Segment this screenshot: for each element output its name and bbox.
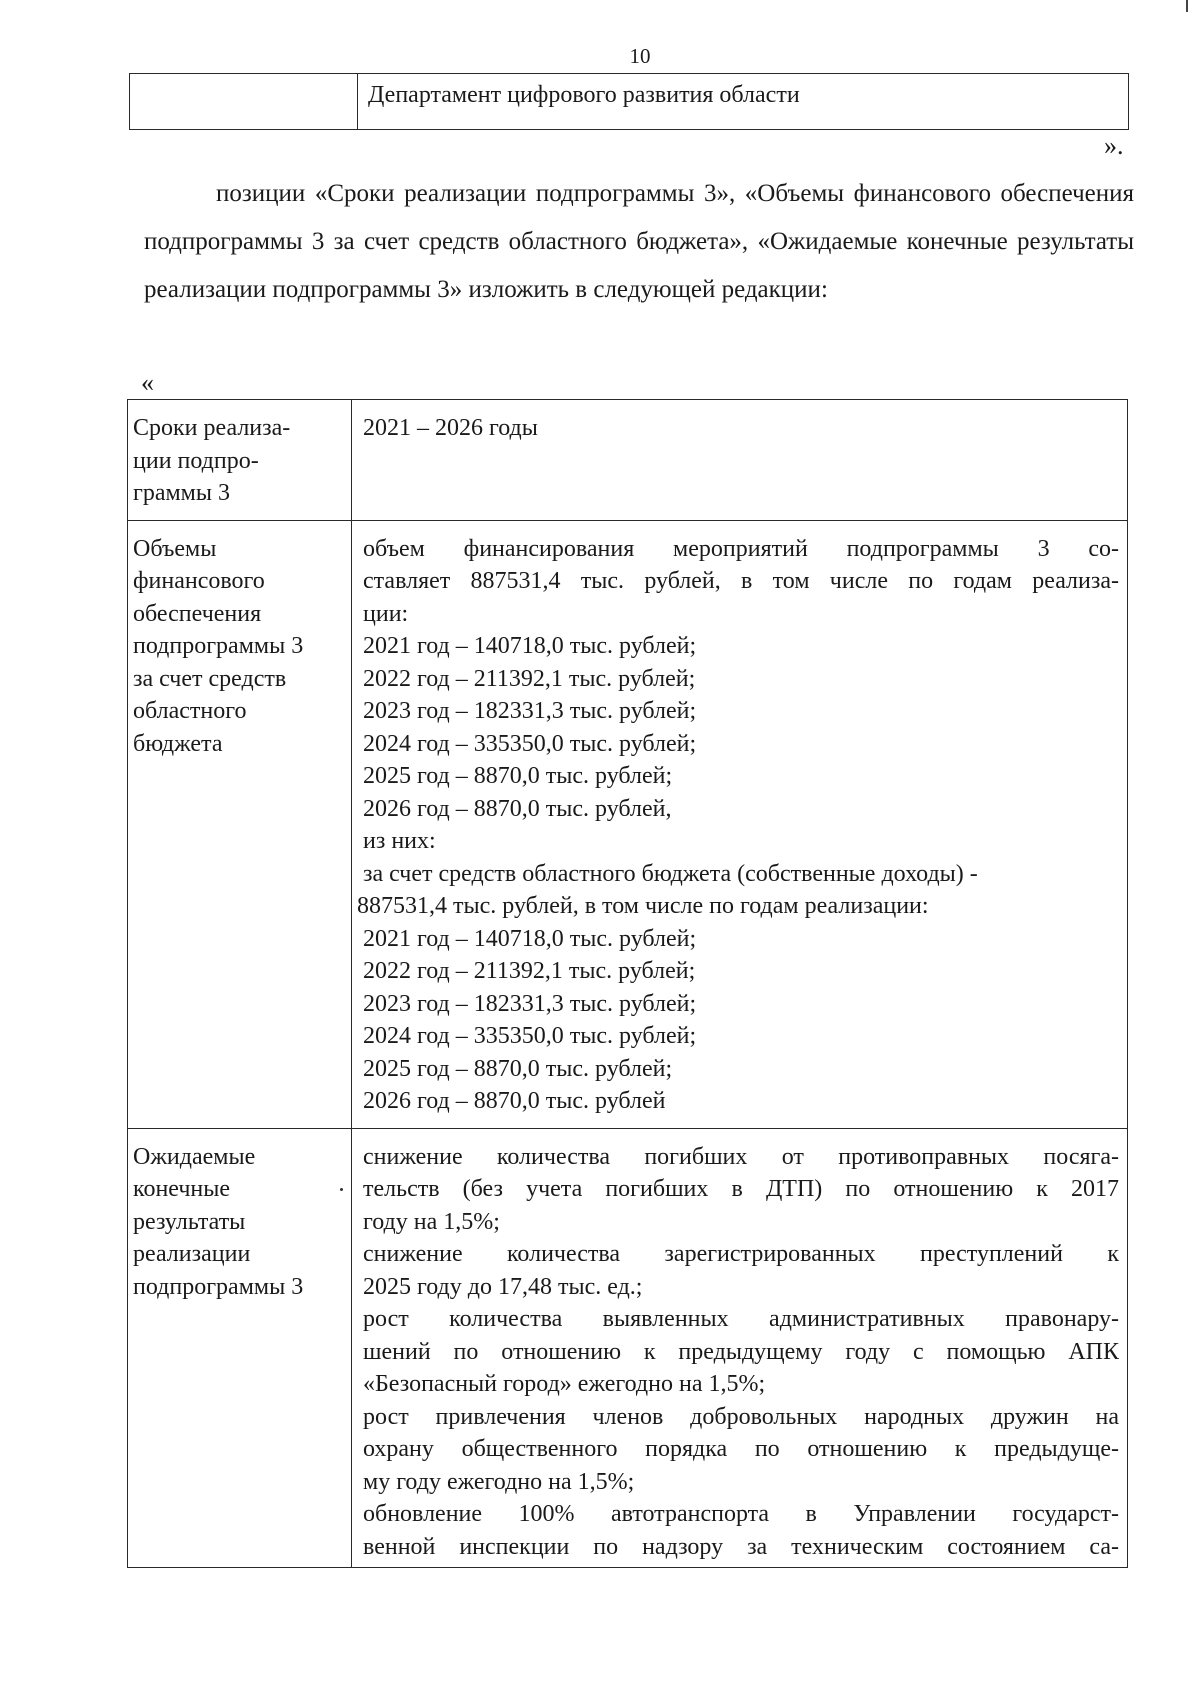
finance-own-income-line: 887531,4 тыс. рублей, в том числе по годам реализации: [357, 893, 929, 919]
finance-own-income-line: за счет средств областного бюджета (собственные доходы) - [363, 860, 978, 887]
finance-year-line: 2024 год – 335350,0 тыс. рублей; [363, 1023, 697, 1049]
results-line: снижение количества погибших от противоправных посяга- [363, 1143, 1119, 1170]
scan-speck [340, 1188, 343, 1191]
finance-label-line: обеспечения [133, 600, 262, 627]
results-line: рост привлечения членов добровольных народных дружин на [363, 1403, 1119, 1430]
finance-year-line: 2021 год – 140718,0 тыс. рублей; [363, 633, 697, 659]
finance-intro-line: ции: [363, 600, 409, 627]
finance-year-line: 2023 год – 182331,3 тыс. рублей; [363, 698, 697, 724]
finance-intro-line: ставляет 887531,4 тыс. рублей, в том числе по годам реализа- [363, 568, 1119, 594]
finance-label-line: за счет средств [133, 665, 287, 692]
results-line: рост количества выявленных административных правонару- [363, 1306, 1119, 1332]
dates-label-line: ции подпро- [133, 447, 259, 474]
amendment-paragraph [144, 170, 1134, 314]
table-row-finance [128, 520, 1128, 1128]
finance-year-line: 2024 год – 335350,0 тыс. рублей; [363, 730, 697, 757]
page-number: 10 [629, 44, 651, 68]
results-line: шений по отношению к предыдущему году с помощью АПК [363, 1338, 1119, 1365]
dates-value-cell [352, 400, 1128, 521]
scan-edge-mark [1186, 0, 1188, 12]
finance-intro-line: объем финансирования мероприятий подпрограммы 3 со- [363, 535, 1119, 562]
department-cell: Департамент цифрового развития области [358, 74, 1129, 130]
finance-year-line: 2023 год – 182331,3 тыс. рублей; [363, 990, 697, 1017]
department-table [129, 73, 1129, 130]
results-label-line: конечные [133, 1176, 231, 1202]
results-value-cell [352, 1128, 1128, 1568]
finance-year-line: 2025 год – 8870,0 тыс. рублей; [363, 1055, 673, 1082]
finance-year-line: 2026 год – 8870,0 тыс. рублей, [363, 795, 672, 822]
finance-year-line: 2025 год – 8870,0 тыс. рублей; [363, 763, 673, 789]
finance-year-line: 2021 год – 140718,0 тыс. рублей; [363, 925, 697, 952]
results-line: «Безопасный город» ежегодно на 1,5%; [363, 1371, 766, 1397]
finance-year-line: 2022 год – 211392,1 тыс. рублей; [363, 958, 696, 984]
table-row-results [128, 1128, 1128, 1568]
opening-quote: « [141, 368, 154, 397]
results-label-line: Ожидаемые [133, 1143, 256, 1170]
results-label-line: подпрограммы 3 [133, 1273, 304, 1300]
finance-of-them: из них: [363, 828, 436, 854]
amendment-paragraph-text: позиции «Сроки реализации подпрограммы 3», «Объемы финансового обеспечения подпрограммы 3 за счет средств областного бюджета», «Ожидаемые конечные результаты реализации подпрограммы 3» изложить в следующей редакции: [144, 180, 1134, 303]
finance-value-cell [352, 520, 1128, 1128]
dates-label-line: граммы 3 [133, 480, 230, 506]
finance-label-line: областного [133, 698, 247, 724]
results-label-line: реализации [133, 1241, 251, 1267]
finance-label-line: Объемы [133, 535, 217, 562]
results-line: тельств (без учета погибших в ДТП) по отношению к 2017 [363, 1176, 1119, 1202]
table-row-dates [128, 400, 1128, 521]
finance-label-line: подпрограммы 3 [133, 633, 304, 659]
results-line: охрану общественного порядка по отношению к предыдуще- [363, 1436, 1119, 1462]
dates-label-line: Сроки реализа- [133, 415, 291, 441]
dates-label-cell [128, 400, 352, 521]
results-line: обновление 100% автотранспорта в Управлении государст- [363, 1501, 1119, 1527]
department-table-empty-cell [130, 74, 358, 130]
results-line: снижение количества зарегистрированных преступлений к [363, 1241, 1119, 1267]
results-line: 2025 году до 17,48 тыс. ед.; [363, 1273, 643, 1300]
finance-label-line: финансового [133, 568, 265, 594]
results-label-line: результаты [133, 1208, 246, 1235]
results-label-cell [128, 1128, 352, 1568]
results-line: венной инспекции по надзору за техническим состоянием са- [363, 1533, 1119, 1560]
results-line: году на 1,5%; [363, 1208, 500, 1235]
dates-value: 2021 – 2026 годы [363, 415, 538, 441]
finance-label-line: бюджета [133, 730, 223, 757]
finance-year-line: 2026 год – 8870,0 тыс. рублей [363, 1088, 666, 1114]
closing-quote: ». [1104, 131, 1124, 160]
subprogram-passport-table [127, 399, 1128, 1568]
finance-year-line: 2022 год – 211392,1 тыс. рублей; [363, 665, 696, 692]
finance-label-cell [128, 520, 352, 1128]
results-line: му году ежегодно на 1,5%; [363, 1468, 635, 1495]
